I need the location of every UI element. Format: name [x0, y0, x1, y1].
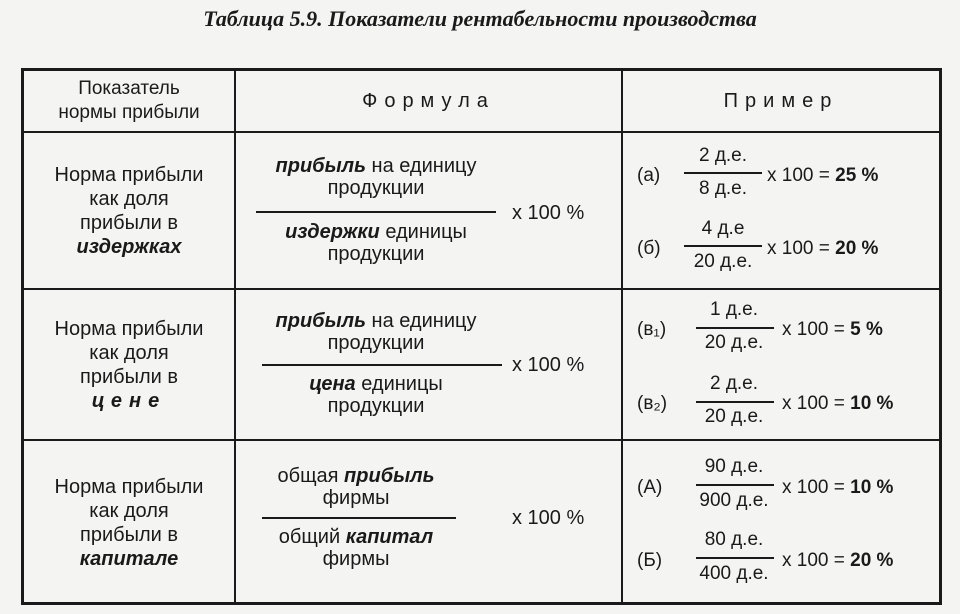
- table-caption: Таблица 5.9. Показатели рентабельности производства: [203, 6, 757, 31]
- example-value: 10 %: [850, 477, 894, 498]
- example-operator: х 100 =: [782, 319, 851, 340]
- header-example: Пример: [723, 89, 839, 112]
- example-result: [782, 477, 893, 499]
- indicator-line: прибыли в: [80, 365, 178, 388]
- example-numerator: 4 д.е: [701, 218, 745, 239]
- example-numerator: 90 д.е.: [704, 456, 764, 477]
- example-numerator: 2 д.е.: [709, 373, 759, 394]
- example-result: [782, 550, 893, 572]
- formula-denominator: [236, 526, 476, 570]
- indicator-emphasis: цене: [91, 389, 167, 412]
- example-fraction-line: [684, 172, 762, 174]
- example-value: 20 %: [850, 550, 894, 571]
- indicator-line: прибыли в: [80, 211, 178, 234]
- indicator-cell: [24, 133, 234, 288]
- example-fraction-line: [696, 484, 774, 486]
- multiplier: х 100 %: [512, 507, 585, 529]
- example-numerator: 2 д.е.: [698, 145, 748, 166]
- indicator-emphasis: капитале: [79, 548, 179, 570]
- example-fraction-line: [696, 327, 774, 329]
- multiplier: х 100 %: [512, 354, 585, 376]
- formula-text: фирмы: [322, 548, 390, 570]
- formula-keyword: прибыль: [275, 155, 366, 177]
- example-label: (Б): [637, 550, 663, 571]
- example-label: (а): [637, 165, 661, 186]
- formula-text: продукции: [327, 243, 425, 265]
- example-operator: х 100 =: [782, 393, 851, 414]
- formula-text: продукции: [327, 332, 425, 354]
- formula-numerator: [236, 465, 476, 509]
- column-divider: [621, 71, 623, 602]
- formula-numerator: [246, 155, 506, 199]
- indicator-line: Норма прибыли: [54, 476, 204, 498]
- indicator-emphasis: издержках: [76, 235, 182, 258]
- indicator-line: прибыли в: [80, 524, 178, 546]
- indicator-line: Норма прибыли: [54, 317, 204, 340]
- fraction-line: [262, 517, 456, 519]
- formula-text: фирмы: [322, 487, 390, 509]
- formula-keyword: прибыль: [275, 310, 366, 332]
- header-indicator: [24, 71, 234, 131]
- example-result: [767, 238, 878, 260]
- example-label: (в₁): [637, 319, 667, 340]
- example-fraction-line: [696, 557, 774, 559]
- indicator-line: как доля: [89, 341, 169, 364]
- formula-text: общая: [277, 465, 345, 487]
- formula-text: на единицу: [365, 310, 477, 332]
- indicator-cell: [24, 441, 234, 605]
- fraction-line: [256, 211, 496, 213]
- example-result: [767, 165, 878, 187]
- example-denominator: 400 д.е.: [699, 563, 769, 584]
- formula-text: общий: [278, 526, 346, 548]
- formula-text: продукции: [327, 395, 425, 417]
- formula-denominator: [246, 221, 506, 265]
- example-operator: х 100 =: [767, 165, 836, 186]
- example-denominator: 20 д.е.: [704, 332, 764, 353]
- example-value: 20 %: [835, 238, 879, 259]
- example-value: 5 %: [850, 319, 883, 340]
- example-denominator: 8 д.е.: [698, 178, 748, 199]
- example-denominator: 900 д.е.: [699, 490, 769, 511]
- example-label: (А): [637, 477, 663, 498]
- column-divider: [234, 71, 236, 602]
- indicator-line: как доля: [89, 187, 169, 210]
- example-numerator: 80 д.е.: [704, 529, 764, 550]
- example-value: 25 %: [835, 165, 879, 186]
- example-result: [782, 319, 883, 341]
- indicator-cell: [24, 290, 234, 439]
- formula-keyword: капитал: [345, 526, 434, 548]
- example-label: (в₂): [637, 393, 668, 414]
- formula-denominator: [246, 373, 506, 417]
- indicator-line: как доля: [89, 500, 169, 522]
- example-denominator: 20 д.е.: [693, 251, 753, 272]
- formula-numerator: [246, 310, 506, 354]
- header-indicator-line2: нормы прибыли: [58, 102, 200, 123]
- example-operator: х 100 =: [782, 550, 851, 571]
- formula-text: единицы: [355, 373, 443, 395]
- header-indicator-line1: Показатель: [78, 78, 180, 99]
- example-label: (б): [637, 238, 661, 259]
- example-fraction-line: [684, 245, 762, 247]
- example-fraction-line: [696, 401, 774, 403]
- example-value: 10 %: [850, 393, 894, 414]
- example-operator: х 100 =: [767, 238, 836, 259]
- formula-text: на единицу: [365, 155, 477, 177]
- profitability-table: [21, 68, 942, 605]
- header-formula: Формула: [362, 89, 495, 112]
- formula-keyword: прибыль: [344, 465, 435, 487]
- formula-text: единицы: [379, 221, 467, 243]
- example-operator: х 100 =: [782, 477, 851, 498]
- example-numerator: 1 д.е.: [709, 299, 759, 320]
- formula-keyword: цена: [309, 373, 356, 395]
- formula-keyword: издержки: [285, 221, 380, 243]
- formula-text: продукции: [327, 177, 425, 199]
- indicator-line: Норма прибыли: [54, 163, 204, 186]
- example-denominator: 20 д.е.: [704, 406, 764, 427]
- multiplier: х 100 %: [512, 202, 585, 224]
- fraction-line: [262, 364, 502, 366]
- example-result: [782, 393, 893, 415]
